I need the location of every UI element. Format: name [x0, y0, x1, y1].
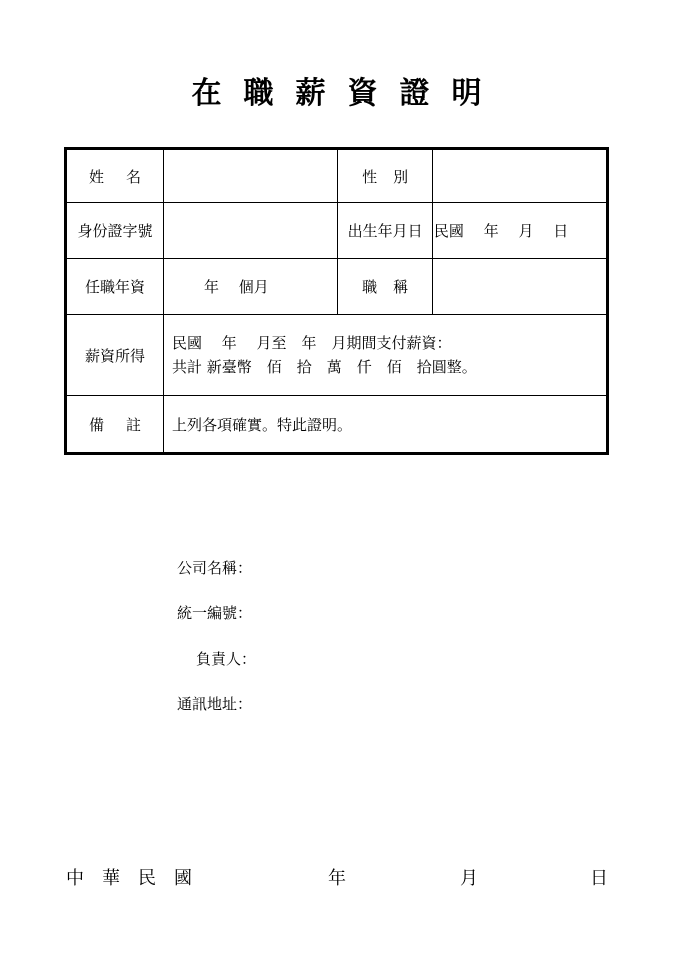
employment-salary-form	[64, 147, 609, 455]
row-salary	[66, 315, 608, 396]
salary-label: 薪資所得	[66, 315, 164, 396]
salary-period-text: 民國 年 月至 年 月期間支付薪資：	[172, 334, 452, 352]
row-remarks	[66, 396, 608, 454]
address-label: 通訊地址：	[177, 695, 253, 713]
gender-label: 性別	[338, 149, 433, 203]
salary-amount-text: 共計 新臺幣 佰 拾 萬 仟 佰 拾圓整。	[172, 358, 477, 376]
row-tenure-position	[66, 259, 608, 315]
position-label: 職稱	[338, 259, 433, 315]
tenure-label: 任職年資	[66, 259, 164, 315]
date-era: 中 華 民 國	[66, 868, 192, 889]
gender-field[interactable]	[432, 149, 607, 203]
row-id-birth	[66, 203, 608, 259]
name-label: 姓名	[66, 149, 164, 203]
name-field[interactable]	[164, 149, 338, 203]
remarks-label: 備註	[66, 396, 164, 454]
tax-id-label: 統一編號：	[177, 604, 253, 622]
company-name-label: 公司名稱：	[177, 559, 253, 577]
row-name-gender	[66, 149, 608, 203]
document-title: 在職薪資證明	[191, 76, 504, 111]
issue-date-line	[66, 864, 606, 888]
position-field[interactable]	[432, 259, 607, 315]
date-day: 日	[590, 868, 608, 889]
remarks-text: 上列各項確實。特此證明。	[164, 396, 608, 454]
date-year: 年	[328, 868, 346, 889]
salary-field[interactable]	[164, 315, 608, 396]
date-month: 月	[460, 868, 478, 889]
birth-date-field[interactable]: 民國 年 月 日	[432, 203, 607, 259]
birth-date-label: 出生年月日	[338, 203, 433, 259]
owner-label: 負責人：	[196, 650, 257, 668]
id-number-label: 身份證字號	[66, 203, 164, 259]
id-number-field[interactable]	[164, 203, 338, 259]
tenure-field[interactable]: 年 個月	[164, 259, 338, 315]
